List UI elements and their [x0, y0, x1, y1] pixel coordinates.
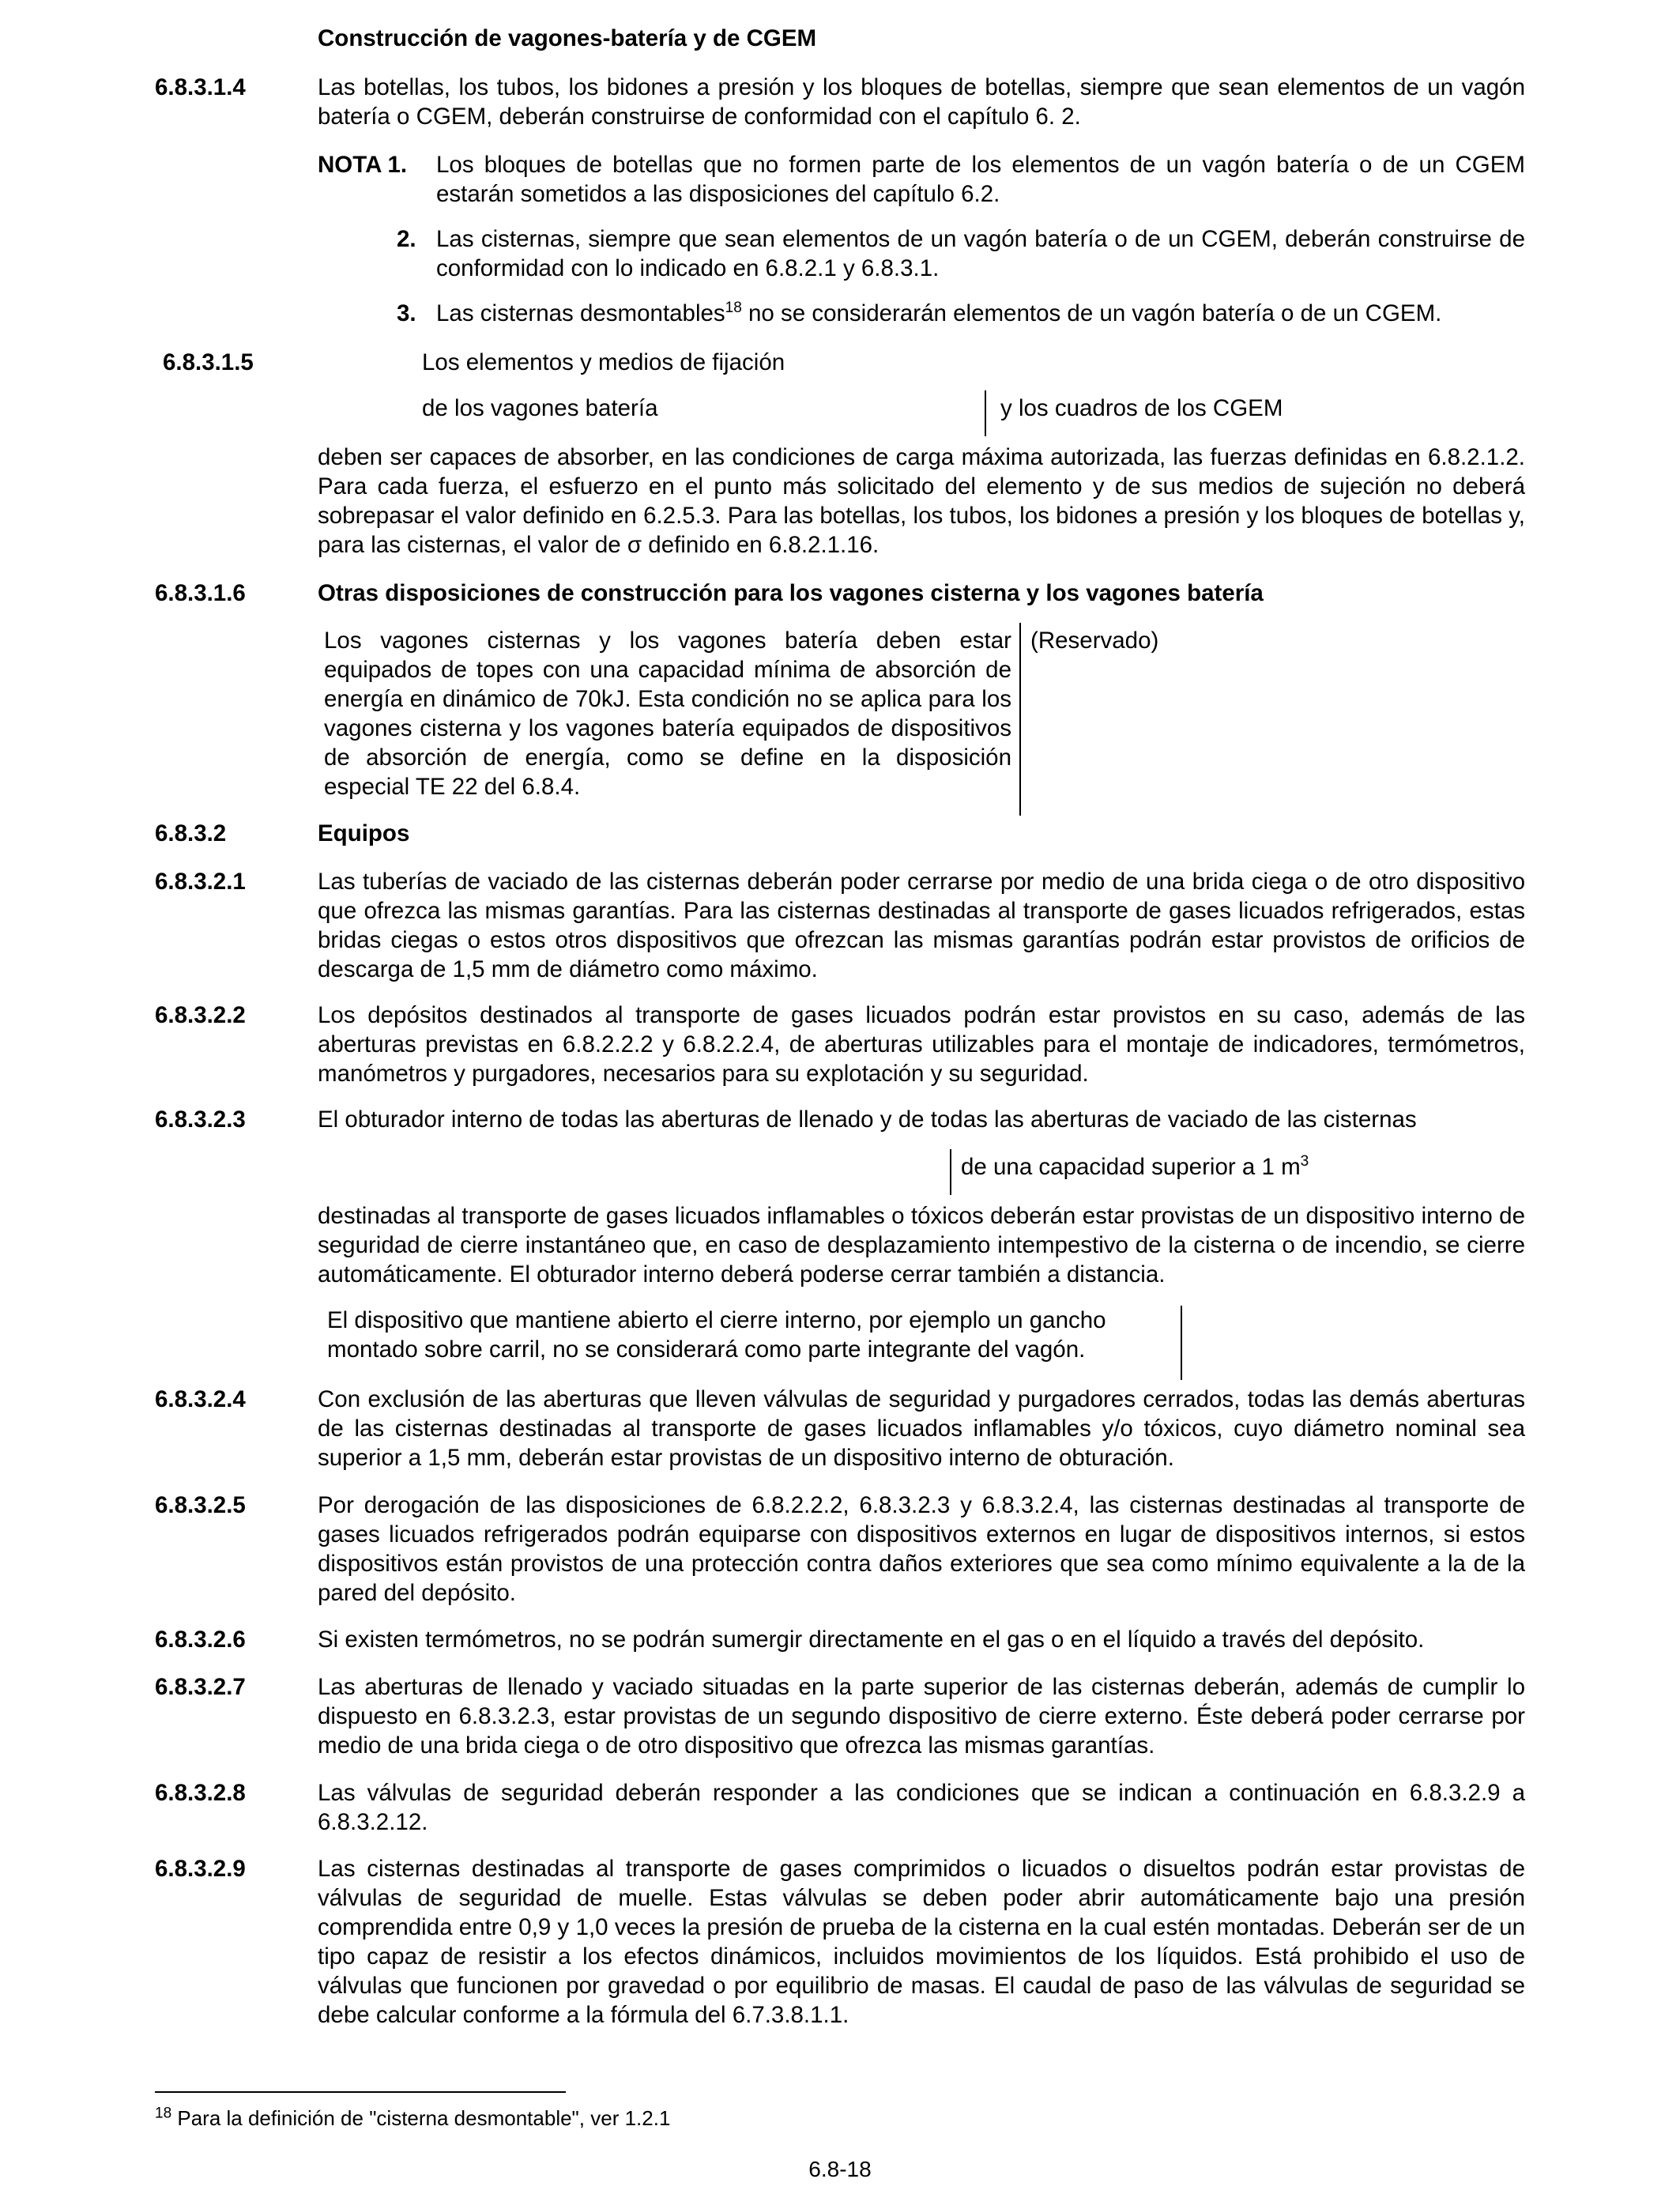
note-text: Las cisternas desmontables$^{18}$ no se considerarán elementos de un vagón batería o de un CGEM.	[436, 300, 1442, 326]
paragraph-number: 6.8.3.2.5	[155, 1492, 246, 1518]
paragraph-number: 6.8.3.1.6	[155, 580, 246, 606]
column-divider	[950, 1149, 951, 1195]
column-left-text: Los vagones cisternas y los vagones batería deben estar equipados de topes con una capacidad mínima de absorción de energía en dinámico de 70kJ. Esta condición no se aplica para los vagones cisterna y los vagones batería equipados de dispositivos de absorción de energía, como se define en la disposición especial TE 22 del 6.8.4.	[324, 628, 1011, 800]
paragraph-text: Los depósitos destinados al transporte de gases licuados podrán estar provistos en su caso, además de las aberturas previstas en 6.8.2.2.2 y 6.8.2.2.4, de aberturas utilizables para el montaje de indicadores, termómetros, manómetros y purgadores, necesarios para su explotación y su seguridad.	[318, 1002, 1525, 1087]
paragraph-text: Si existen termómetros, no se podrán sumergir directamente en el gas o en el líquido a través del depósito.	[318, 1627, 1425, 1653]
paragraph-title: Equipos	[318, 820, 410, 846]
paragraph-text: El obturador interno de todas las aberturas de llenado y de todas las aberturas de vaciado de las cisternas	[318, 1106, 1417, 1133]
paragraph-text: Los elementos y medios de fijación	[422, 349, 785, 375]
paragraph-number: 6.8.3.2.1	[155, 869, 246, 895]
note-text: Las cisternas, siempre que sean elementos de un vagón batería o de un CGEM, deberán construirse de conformidad con lo indicado en 6.8.2.1 y 6.8.3.1.	[436, 226, 1525, 281]
page-number: 6.8-18	[808, 2157, 872, 2181]
note-label: NOTA 1.	[318, 152, 408, 178]
footnote-ref[interactable]: 18	[725, 300, 742, 317]
section-heading: Construcción de vagones-batería y de CGEM	[318, 25, 817, 51]
paragraph-text: deben ser capaces de absorber, en las condiciones de carga máxima autorizada, las fuerzas definidas en 6.8.2.1.2. Para cada fuerza, el esfuerzo en el punto más solicitado del elemento y de sus medios de sujeción no deberá sobrepasar el valor definido en 6.2.5.3. Para las botellas, los tubos, los bidones a presión y los bloques de botellas y, para las cisternas, el valor de σ definido en 6.8.2.1.16.	[318, 444, 1525, 558]
paragraph-text: destinadas al transporte de gases licuados inflamables o tóxicos deberán estar provistas de un dispositivo interno de seguridad de cierre instantáneo que, en caso de desplazamiento intempestivo de la cisterna o de incendio, se cierre automáticamente. El obturador interno deberá poderse cerrar también a distancia.	[318, 1203, 1525, 1287]
paragraph-number: 6.8.3.2.4	[155, 1386, 246, 1412]
paragraph-number: 6.8.3.2.6	[155, 1627, 246, 1653]
paragraph-number: 6.8.3.2.8	[155, 1780, 246, 1806]
paragraph-text: Las cisternas destinadas al transporte de gases comprimidos o licuados o disueltos podrán estar provistas de válvulas de seguridad de muelle. Estas válvulas se deben poder abrir automáticamente bajo una presión comprendida entre 0,9 y 1,0 veces la presión de prueba de la cisterna en la cual estén montadas. Deberán ser de un tipo capaz de resistir a los efectos dinámicos, incluidos movimientos de los líquidos. Está prohibido el uso de válvulas que funcionen por gravedad o por equilibrio de masas. El caudal de paso de las válvulas de seguridad se debe calcular conforme a la fórmula del 6.7.3.8.1.1.	[318, 1856, 1525, 2028]
paragraph-number: 6.8.3.2.2	[155, 1002, 246, 1028]
paragraph-number: 6.8.3.1.5	[163, 349, 254, 375]
paragraph-title: Otras disposiciones de construcción para los vagones cisterna y los vagones batería	[318, 580, 1264, 606]
paragraph-number: 6.8.3.2.9	[155, 1856, 246, 1882]
paragraph-text: Las botellas, los tubos, los bidones a presión y los bloques de botellas, siempre que sean elementos de un vagón batería o CGEM, deberán construirse de conformidad con el capítulo 6. 2.	[318, 74, 1525, 130]
paragraph-text: Las tuberías de vaciado de las cisternas deberán poder cerrarse por medio de una brida ciega o de otro dispositivo que ofrezca las mismas garantías. Para las cisternas destinadas al transporte de gases licuados refrigerados, estas bridas ciegas o estos otros dispositivos que ofrezcan las mismas garantías podrán estar provistos de orificios de descarga de 1,5 mm de diámetro como máximo.	[318, 869, 1525, 982]
paragraph-text: Con exclusión de las aberturas que lleven válvulas de seguridad y purgadores cerrados, todas las demás aberturas de las cisternas destinadas al transporte de gases licuados inflamables y/o tóxicos, cuyo diámetro nominal sea superior a 1,5 mm, deberán estar provistas de un dispositivo interno de obturación.	[318, 1386, 1525, 1471]
note-label: 3.	[397, 300, 416, 326]
paragraph-number: 6.8.3.1.4	[155, 74, 246, 100]
column-right-text: y los cuadros de los CGEM	[1000, 395, 1283, 421]
paragraph-number: 6.8.3.2	[155, 820, 227, 846]
column-divider	[1019, 623, 1021, 816]
paragraph-text: Por derogación de las disposiciones de 6.8.2.2.2, 6.8.3.2.3 y 6.8.3.2.4, las cisternas destinadas al transporte de gases licuados refrigerados podrán equiparse con dispositivos externos en lugar de dispositivos internos, si estos dispositivos están provistos de una protección contra daños exteriores que sea como mínimo equivalente a la de la pared del depósito.	[318, 1492, 1525, 1606]
column-left-text: El dispositivo que mantiene abierto el cierre interno, por ejemplo un gancho montado sobre carril, no se considerará como parte integrante del vagón.	[327, 1307, 1106, 1363]
note-text: Los bloques de botellas que no formen parte de los elementos de un vagón batería o de un CGEM estarán sometidos a las disposiciones del capítulo 6.2.	[436, 152, 1525, 207]
column-divider	[1181, 1306, 1182, 1380]
footnote-mark: 18	[155, 2105, 172, 2122]
column-left-text: de los vagones batería	[422, 395, 658, 421]
paragraph-number: 6.8.3.2.3	[155, 1106, 246, 1133]
footnote: $^{18}$ Para la definición de "cisterna desmontable", ver 1.2.1	[155, 2105, 671, 2130]
paragraph-number: 6.8.3.2.7	[155, 1674, 246, 1700]
column-divider	[985, 390, 986, 436]
column-right-text: de una capacidad superior a 1 $m^3$	[961, 1153, 1309, 1180]
footnote-separator	[155, 2091, 566, 2093]
column-right-text: (Reservado)	[1030, 628, 1159, 654]
paragraph-text: Las válvulas de seguridad deberán responder a las condiciones que se indican a continuación en 6.8.3.2.9 a 6.8.3.2.12.	[318, 1780, 1525, 1835]
note-label: 2.	[397, 226, 416, 252]
paragraph-text: Las aberturas de llenado y vaciado situadas en la parte superior de las cisternas deberán, además de cumplir lo dispuesto en 6.8.3.2.3, estar provistas de un segundo dispositivo de cierre externo. Éste deberá poder cerrarse por medio de una brida ciega o de otro dispositivo que ofrezca las mismas garantías.	[318, 1674, 1525, 1759]
